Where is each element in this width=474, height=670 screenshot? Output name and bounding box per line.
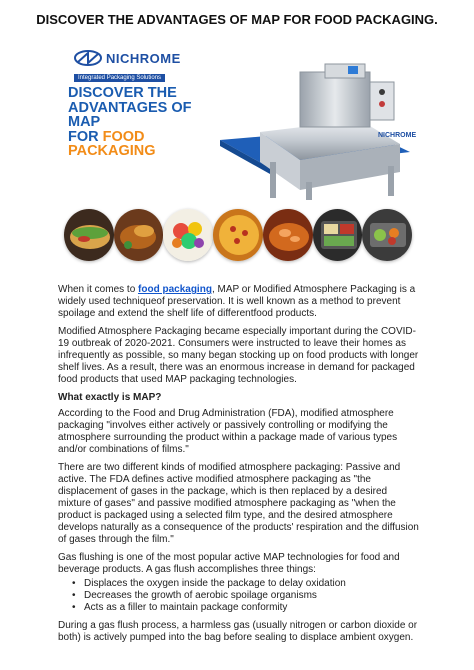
cooked-meat-photo — [114, 209, 164, 261]
curry-photo — [263, 209, 313, 261]
logo-name: NICHROME — [106, 50, 181, 66]
paragraph-intro — [58, 284, 420, 320]
company-logo — [74, 50, 206, 84]
salad-tray-photo — [362, 209, 412, 261]
bullet-icon: • — [72, 578, 76, 589]
headline-line-3-accent: FOOD PACKAGING — [68, 128, 156, 159]
fruit-bowl-photo — [163, 209, 213, 261]
nichrome-logo-icon — [74, 50, 102, 66]
meal-tray-photo — [313, 209, 363, 261]
banner-headline — [68, 86, 218, 159]
paragraph-gas-flushing: Gas flushing is one of the most popular active MAP technologies for food and beverage products. A gas flush accomplishes three things: — [58, 552, 400, 575]
intro-text-start: When it comes to — [58, 284, 139, 295]
paragraph-fda-definition: According to the Food and Drug Administration (FDA), modified atmosphere packaging "involves either actively or passively controlling or modifying the atmosphere surrounding the product within a package made of various types and/or combinations of films." — [58, 408, 398, 455]
list-item: • Decreases the growth of aerobic spoilage organisms — [72, 590, 317, 601]
food-packaging-link[interactable]: food packaging — [138, 284, 212, 295]
sandwich-photo — [64, 209, 114, 261]
machine-brand-label: NICHROME — [378, 132, 416, 139]
list-item: • Acts as a filler to maintain package conformity — [72, 602, 288, 613]
paragraph-map-types: There are two different kinds of modified atmosphere packaging: Passive and active. The FDA defines active modified atmosphere packaging as "the displacement of gases in the package, which is then replaced by a desired mixture of gases" and passive modified atmosphere packaging as "when the product is packaged using a selected film type, and the desired atmosphere develops naturally as a consequence of the products' respiration and the diffusion of gases through the film." — [58, 462, 419, 545]
logo-tagline: Integrated Packaging Solutions — [74, 74, 165, 82]
paragraph-covid: Modified Atmosphere Packaging became especially important during the COVID-19 outbreak of 2020-2021. Consumers were instructed to leave their homes as infrequently as possible, so many began stocking up on food products with longer shelf lives. As a result, there was an enormous increase in demand for packaged food products that used MAP packaging technologies. — [58, 326, 419, 385]
section-heading: What exactly is MAP? — [58, 392, 162, 403]
intro-text-end: , MAP or Modified Atmosphere Packaging is a widely used techniqueof preservation. It is well known as a method to prevent spoilage and extend the shelf life of differentfood products. — [58, 284, 416, 319]
page-title: DISCOVER THE ADVANTAGES OF MAP FOR FOOD PACKAGING. — [36, 12, 438, 27]
article-body — [58, 284, 420, 650]
headline-line-3-prefix: FOR — [68, 128, 99, 145]
packaging-machine-illustration — [210, 62, 416, 202]
gas-flush-benefits-list — [72, 578, 420, 614]
bullet-icon: • — [72, 590, 76, 601]
food-photo-strip — [60, 198, 416, 272]
headline-line-2: ADVANTAGES OF MAP — [68, 99, 192, 130]
bullet-icon: • — [72, 602, 76, 613]
headline-line-3 — [68, 130, 218, 159]
paragraph-gas-flush-process: During a gas flush process, a harmless gas (usually nitrogen or carbon dioxide or both) is actively pumped into the bag before sealing to displace ambient oxygen. — [58, 620, 418, 643]
list-item: • Displaces the oxygen inside the package to delay oxidation — [72, 578, 346, 589]
pizza-photo — [213, 209, 263, 261]
banner-image — [60, 40, 416, 272]
headline-line-1: DISCOVER THE — [68, 85, 177, 101]
